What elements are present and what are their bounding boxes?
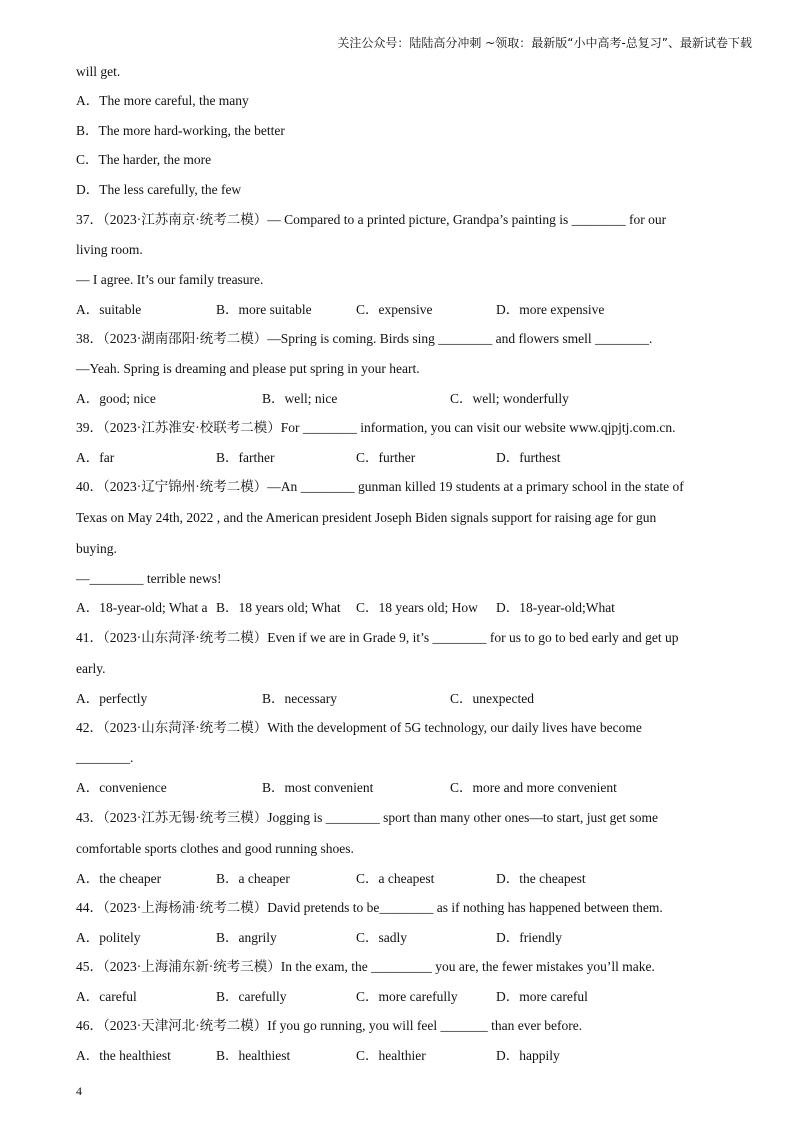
option-q40-b: B．18 years old; What	[216, 600, 341, 615]
option-q38-c: C．well; wonderfully	[450, 391, 569, 406]
text-line: C．The harder, the more	[76, 152, 212, 167]
text-line: 45．（2023·上海浦东新·统考三模）In the exam, the _________ you are, the fewer mistakes you’ll make.	[76, 959, 655, 974]
option-q46-d: D．happily	[496, 1048, 560, 1063]
option-q39-a: A．far	[76, 450, 115, 465]
text-line: A．The more careful, the many	[76, 93, 249, 108]
option-q44-d: D．friendly	[496, 930, 562, 945]
text-line: 42．（2023·山东菏泽·统考二模）With the development of 5G technology, our daily lives have become	[76, 720, 642, 735]
option-q44-c: C．sadly	[356, 930, 408, 945]
option-q44-b: B．angrily	[216, 930, 277, 945]
text-line: living room.	[76, 242, 143, 257]
option-q39-c: C．further	[356, 450, 416, 465]
option-q43-b: B．a cheaper	[216, 871, 290, 886]
option-q40-a: A．18-year-old; What a	[76, 600, 208, 615]
text-line: —Yeah. Spring is dreaming and please put spring in your heart.	[76, 361, 420, 376]
option-q42-b: B．most convenient	[262, 780, 374, 795]
text-line: 38．（2023·湖南邵阳·统考二模）—Spring is coming. Birds sing ________ and flowers smell ________.	[76, 331, 653, 346]
text-line: 40．（2023·辽宁锦州·统考二模）—An ________ gunman killed 19 students at a primary school in the state of	[76, 479, 684, 494]
page-header: 关注公众号：陆陆高分冲刺 ~领取：最新版“小中高考-总复习”、最新试卷下载	[337, 36, 752, 50]
text-line: will get.	[76, 64, 121, 79]
option-q45-c: C．more carefully	[356, 989, 458, 1004]
option-q44-a: A．politely	[76, 930, 141, 945]
text-line: — I agree. It’s our family treasure.	[76, 272, 264, 287]
option-q38-a: A．good; nice	[76, 391, 156, 406]
option-q41-c: C．unexpected	[450, 691, 534, 706]
option-q41-b: B．necessary	[262, 691, 337, 706]
option-q46-b: B．healthiest	[216, 1048, 291, 1063]
option-q40-d: D．18-year-old;What	[496, 600, 615, 615]
text-line: Texas on May 24th, 2022 , and the American president Joseph Biden signals support for raising age for gun	[76, 510, 657, 525]
option-q45-a: A．careful	[76, 989, 137, 1004]
option-q46-a: A．the healthiest	[76, 1048, 171, 1063]
option-q39-b: B．farther	[216, 450, 275, 465]
option-q41-a: A．perfectly	[76, 691, 148, 706]
option-q45-d: D．more careful	[496, 989, 588, 1004]
text-line: ________.	[76, 750, 134, 765]
option-q42-a: A．convenience	[76, 780, 167, 795]
text-line: 43．（2023·江苏无锡·统考三模）Jogging is ________ sport than many other ones—to start, just get some	[76, 810, 658, 825]
text-line: B．The more hard-working, the better	[76, 123, 285, 138]
option-q39-d: D．furthest	[496, 450, 561, 465]
text-line: D．The less carefully, the few	[76, 182, 242, 197]
text-line: early.	[76, 661, 106, 676]
option-q43-c: C．a cheapest	[356, 871, 435, 886]
option-q43-a: A．the cheaper	[76, 871, 162, 886]
text-line: buying.	[76, 541, 117, 556]
option-q43-d: D．the cheapest	[496, 871, 586, 886]
text-line: 46．（2023·天津河北·统考二模）If you go running, you will feel _______ than ever before.	[76, 1018, 583, 1033]
option-q37-a: A．suitable	[76, 302, 142, 317]
option-q45-b: B．carefully	[216, 989, 287, 1004]
page-number: 4	[76, 1084, 82, 1098]
text-line: 37．（2023·江苏南京·统考二模）— Compared to a printed picture, Grandpa’s painting is ________ for our	[76, 212, 667, 227]
text-line: 39．（2023·江苏淮安·校联考二模）For ________ information, you can visit our website www.qjpjtj.com.cn.	[76, 420, 676, 435]
text-line: 41．（2023·山东菏泽·统考二模）Even if we are in Grade 9, it’s ________ for us to go to bed early and get up	[76, 630, 679, 645]
option-q46-c: C．healthier	[356, 1048, 426, 1063]
option-q40-c: C．18 years old; How	[356, 600, 478, 615]
option-q38-b: B．well; nice	[262, 391, 338, 406]
text-line: —________ terrible news!	[76, 571, 222, 586]
text-line: 44．（2023·上海杨浦·统考二模）David pretends to be________ as if nothing has happened between them.	[76, 900, 663, 915]
option-q37-b: B．more suitable	[216, 302, 312, 317]
option-q37-c: C．expensive	[356, 302, 433, 317]
option-q37-d: D．more expensive	[496, 302, 605, 317]
option-q42-c: C．more and more convenient	[450, 780, 617, 795]
text-line: comfortable sports clothes and good running shoes.	[76, 841, 354, 856]
